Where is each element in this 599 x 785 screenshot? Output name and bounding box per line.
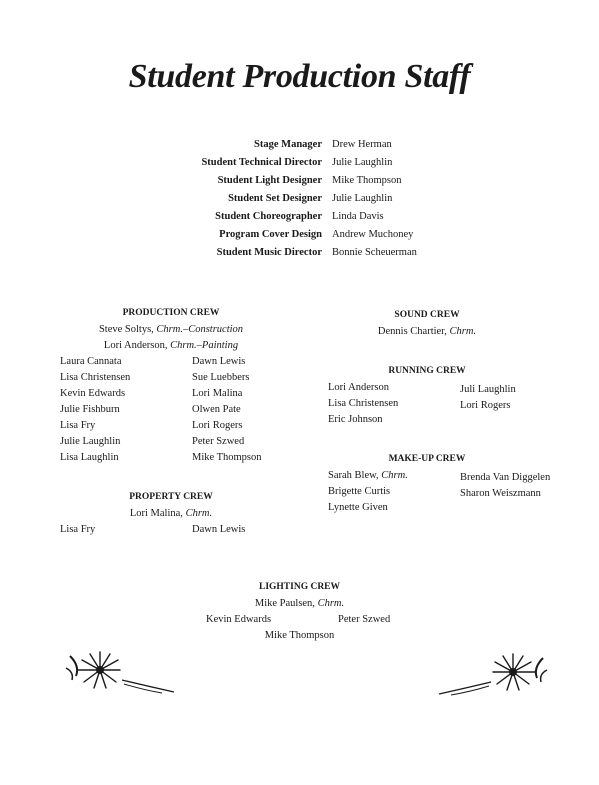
crew-member: Eric Johnson: [328, 414, 383, 425]
crew-member: Lisa Laughlin: [60, 452, 119, 463]
crew-member: Brigette Curtis: [328, 486, 391, 497]
chair-title: Chrm.–Construction: [156, 324, 244, 335]
staff-role: Student Choreographer: [215, 211, 322, 222]
crew-member: Sue Luebbers: [192, 372, 250, 383]
crew-member: Juli Laughlin: [460, 384, 516, 395]
crew-member: Mike Thompson: [192, 452, 262, 463]
staff-role: Student Set Designer: [228, 193, 322, 204]
staff-name: Linda Davis: [332, 211, 384, 222]
crew-member: Lynette Given: [328, 502, 388, 513]
chair-name: Lori Malina,: [129, 508, 183, 519]
crew-member: Laura Cannata: [60, 356, 122, 367]
chair-title: Chrm.: [185, 508, 213, 519]
staff-name: Bonnie Scheuerman: [332, 247, 417, 258]
section-heading: LIGHTING CREW: [258, 582, 341, 592]
section-heading: RUNNING CREW: [388, 366, 466, 376]
crew-member: Dawn Lewis: [192, 524, 246, 535]
chair-title: Chrm.: [449, 326, 477, 337]
staff-name: Andrew Muchoney: [332, 229, 414, 240]
crew-member: Lisa Fry: [60, 420, 96, 431]
section-heading: MAKE-UP CREW: [388, 454, 466, 464]
staff-name: Julie Laughlin: [332, 193, 393, 204]
staff-role: Student Light Designer: [217, 175, 322, 186]
crew-member: Dawn Lewis: [192, 356, 246, 367]
chair-name: Steve Soltys,: [98, 324, 154, 335]
flower-left-icon: [62, 646, 177, 696]
crew-member: Lisa Fry: [60, 524, 96, 535]
crew-member: Lori Rogers: [460, 400, 511, 411]
crew-member: Peter Szwed: [338, 614, 391, 625]
crew-chair: [56, 508, 286, 519]
crew-member: Julie Laughlin: [60, 436, 121, 447]
crew-member: Lisa Christensen: [60, 372, 131, 383]
crew-member: Lori Anderson: [328, 382, 389, 393]
crew-member: Olwen Pate: [192, 404, 241, 415]
staff-name: Mike Thompson: [332, 175, 402, 186]
crew-member: Sharon Weiszmann: [460, 488, 541, 499]
crew-member: Kevin Edwards: [60, 388, 126, 399]
section-heading: PROPERTY CREW: [129, 492, 213, 502]
section-heading: SOUND CREW: [394, 310, 460, 320]
crew-chair: [312, 326, 542, 337]
crew-chair: [0, 598, 599, 609]
flower-right-icon: [436, 648, 551, 698]
staff-name: Julie Laughlin: [332, 157, 393, 168]
crew-member: Kevin Edwards: [206, 614, 272, 625]
crew-member: Brenda Van Diggelen: [460, 472, 551, 483]
chair-name: Dennis Chartier,: [377, 326, 447, 337]
staff-name: Drew Herman: [332, 139, 392, 150]
crew-member: Lisa Christensen: [328, 398, 399, 409]
crew-member: Lori Rogers: [192, 420, 243, 431]
crew-member: Lori Malina: [192, 388, 243, 399]
chair-name: Mike Paulsen,: [254, 598, 315, 609]
crew-member: Peter Szwed: [192, 436, 245, 447]
crew-chair: [56, 324, 286, 335]
crew-member: Mike Thompson: [264, 630, 335, 641]
staff-role: Program Cover Design: [219, 229, 322, 240]
crew-member: Julie Fishburn: [60, 404, 120, 415]
crew-chair: [56, 340, 286, 351]
chair-name: Sarah Blew,: [328, 470, 379, 481]
chair-title: Chrm.–Painting: [170, 340, 239, 351]
staff-role: Student Music Director: [216, 247, 322, 258]
chair-title: Chrm.: [317, 598, 345, 609]
staff-role: Stage Manager: [254, 139, 322, 150]
staff-role: Student Technical Director: [201, 157, 322, 168]
page-title: Student Production Staff: [128, 58, 471, 95]
crew-chair: [328, 470, 408, 481]
chair-name: Lori Anderson,: [103, 340, 168, 351]
chair-title: Chrm.: [381, 470, 408, 481]
section-heading: PRODUCTION CREW: [122, 308, 220, 318]
